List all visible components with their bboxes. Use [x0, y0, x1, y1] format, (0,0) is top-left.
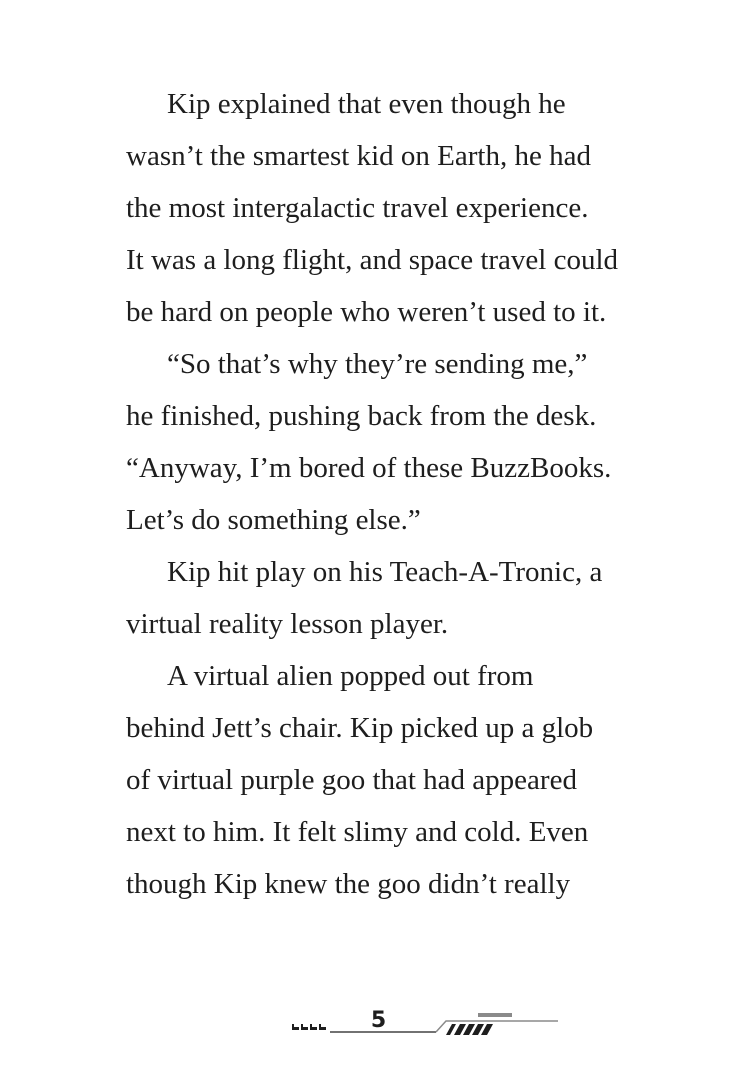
paragraph-1 — [126, 78, 686, 338]
page-number: 5 — [370, 1008, 388, 1033]
text-line: A virtual alien popped out from — [167, 660, 534, 692]
paragraph-2 — [126, 338, 686, 546]
text-line: the most intergalactic travel experience. — [126, 192, 589, 224]
text-line: he finished, pushing back from the desk. — [126, 400, 597, 432]
paragraph-4 — [126, 650, 686, 910]
text-line: behind Jett’s chair. Kip picked up a glob — [126, 712, 594, 744]
text-line: wasn’t the smartest kid on Earth, he had — [126, 140, 591, 172]
text-line: Let’s do something else.” — [126, 504, 421, 536]
page-footer — [0, 1000, 756, 1060]
text-line: Kip explained that even though he — [167, 88, 566, 120]
text-line: of virtual purple goo that had appeared — [126, 764, 577, 796]
paragraph-3 — [126, 546, 686, 650]
text-line: Kip hit play on his Teach-A-Tronic, a — [167, 556, 603, 588]
text-line: though Kip knew the goo didn’t really — [126, 868, 571, 900]
body-text — [126, 78, 686, 910]
text-line: virtual reality lesson player. — [126, 608, 449, 640]
text-line: be hard on people who weren’t used to it. — [126, 296, 607, 328]
text-line: “Anyway, I’m bored of these BuzzBooks. — [126, 452, 612, 484]
text-line: It was a long flight, and space travel could — [126, 244, 619, 276]
text-line: “So that’s why they’re sending me,” — [167, 348, 588, 380]
text-line: next to him. It felt slimy and cold. Even — [126, 816, 589, 848]
